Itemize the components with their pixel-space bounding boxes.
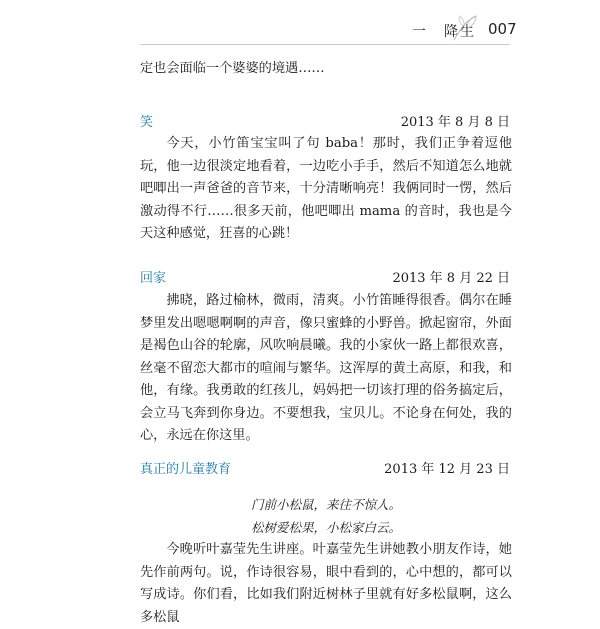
page-number: 007: [488, 20, 517, 38]
header-rule: [140, 44, 510, 45]
leaf-icon: [450, 12, 484, 42]
entry-header: [140, 111, 510, 131]
entry-title: 真正的儿童教育: [140, 462, 232, 477]
entry-date: 2013 年 12 月 23 日: [384, 462, 510, 477]
entry-body: 拂晓，路过榆林，微雨，清爽。小竹笛睡得很香。偶尔在睡梦里发出嗯嗯啊啊的声音，像只蜜蜂的小野兽。掀起窗帘，外面是褐色山谷的轮廓，风吹响晨曦。我的小家伙一路上都很欢喜，丝毫不留恋大都市的喧闹与繁华。这浑厚的黄土高原，和我，和他，有缘。我勇敢的红孩儿，妈妈把一切该打理的俗务搞定后，会立马飞奔到你身边。不要想我，宝贝儿。不论身在何处，我的心，永远在你这里。: [140, 293, 512, 443]
intro-line: 定也会面临一个婆婆的境遇……: [140, 61, 325, 76]
entry-header: [140, 458, 510, 478]
entry-body: 今晚听叶嘉莹先生讲座。叶嘉莹先生讲她教小朋友作诗，她先作前两句。说，作诗很容易，眼中看到的，心中想的，都可以写成诗。你们看，比如我们附近树林子里就有好多松鼠啊，这么多松鼠: [140, 542, 512, 625]
entry-date: 2013 年 8 月 8 日: [400, 115, 510, 130]
poem-line: 松树爱松果，小松家白云。: [250, 520, 401, 535]
entry-title: 回家: [140, 271, 167, 286]
entry-title: 笑: [140, 115, 154, 130]
poem-line: 门前小松鼠，来往不惊人。: [250, 497, 401, 512]
entry-date: 2013 年 8 月 22 日: [392, 271, 510, 286]
entry-header: [140, 267, 510, 287]
poem: [140, 493, 512, 539]
page-header: [0, 18, 600, 42]
entry-body: 今天，小竹笛宝宝叫了句 baba！那时，我们正争着逗他玩，他一边很淡定地看着，一边吃小手手，然后不知道怎么地就吧唧出一声爸爸的音节来，十分清晰响亮！我俩同时一愣，然后激动得不行……很多天前，他吧唧出 mama 的音时，我也是今天这种感觉，狂喜的心跳！: [140, 136, 512, 241]
chapter-title: 一 降生: [412, 24, 476, 40]
